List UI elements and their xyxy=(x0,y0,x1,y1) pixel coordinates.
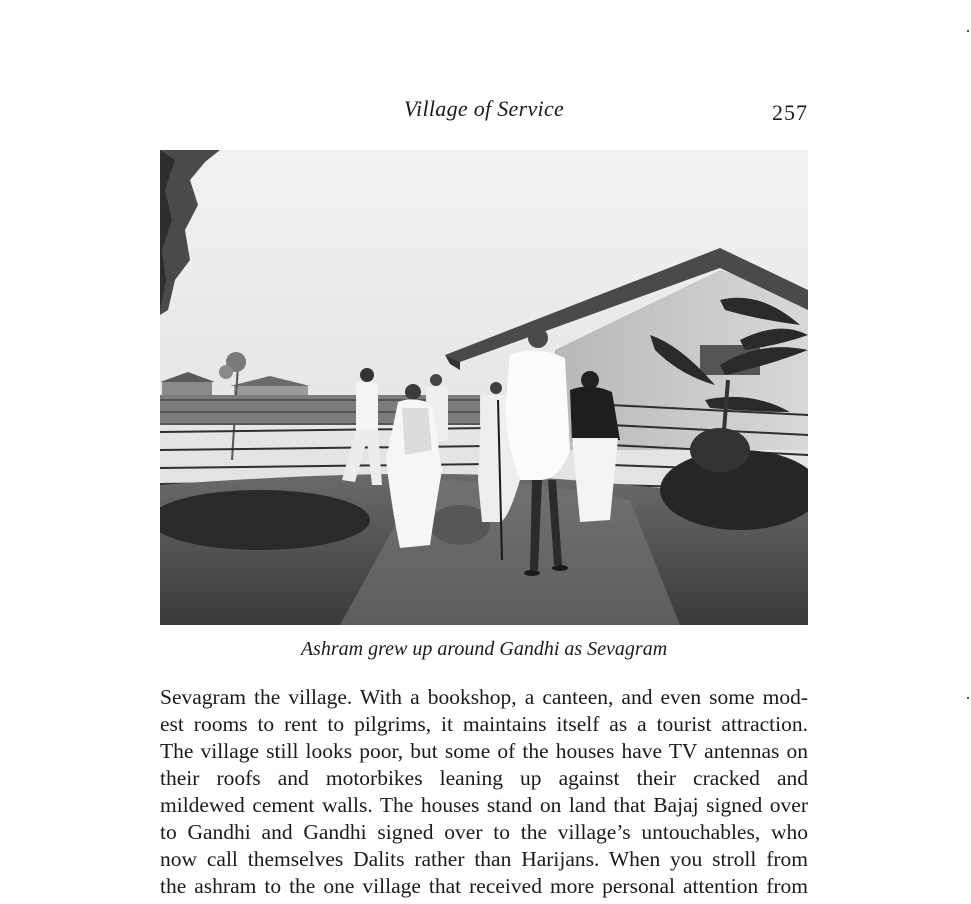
figure-caption: Ashram grew up around Gandhi as Sevagram xyxy=(300,638,668,660)
edge-mark xyxy=(967,30,969,32)
body-line: Sevagram the village. With a bookshop, a canteen, and even some mod- xyxy=(160,685,808,709)
body-line: to Gandhi and Gandhi signed over to the village’s untouchables, who xyxy=(160,820,808,844)
body-paragraph xyxy=(160,684,808,900)
body-line: The village still looks poor, but some of the houses have TV antennas on xyxy=(160,739,808,763)
edge-mark xyxy=(967,697,969,699)
running-title: Village of Service xyxy=(403,96,565,121)
body-line: their roofs and motorbikes leaning up against their cracked and xyxy=(160,766,808,790)
running-head xyxy=(160,96,808,126)
page-number: 257 xyxy=(772,100,808,125)
body-line: now call themselves Dalits rather than Harijans. When you stroll from xyxy=(160,847,808,871)
body-line: est rooms to rent to pilgrims, it maintains itself as a tourist attraction. xyxy=(160,712,808,736)
photograph xyxy=(160,150,808,625)
body-line: the ashram to the one village that received more personal attention from xyxy=(160,874,808,898)
body-line: mildewed cement walls. The houses stand on land that Bajaj signed over xyxy=(160,793,808,817)
